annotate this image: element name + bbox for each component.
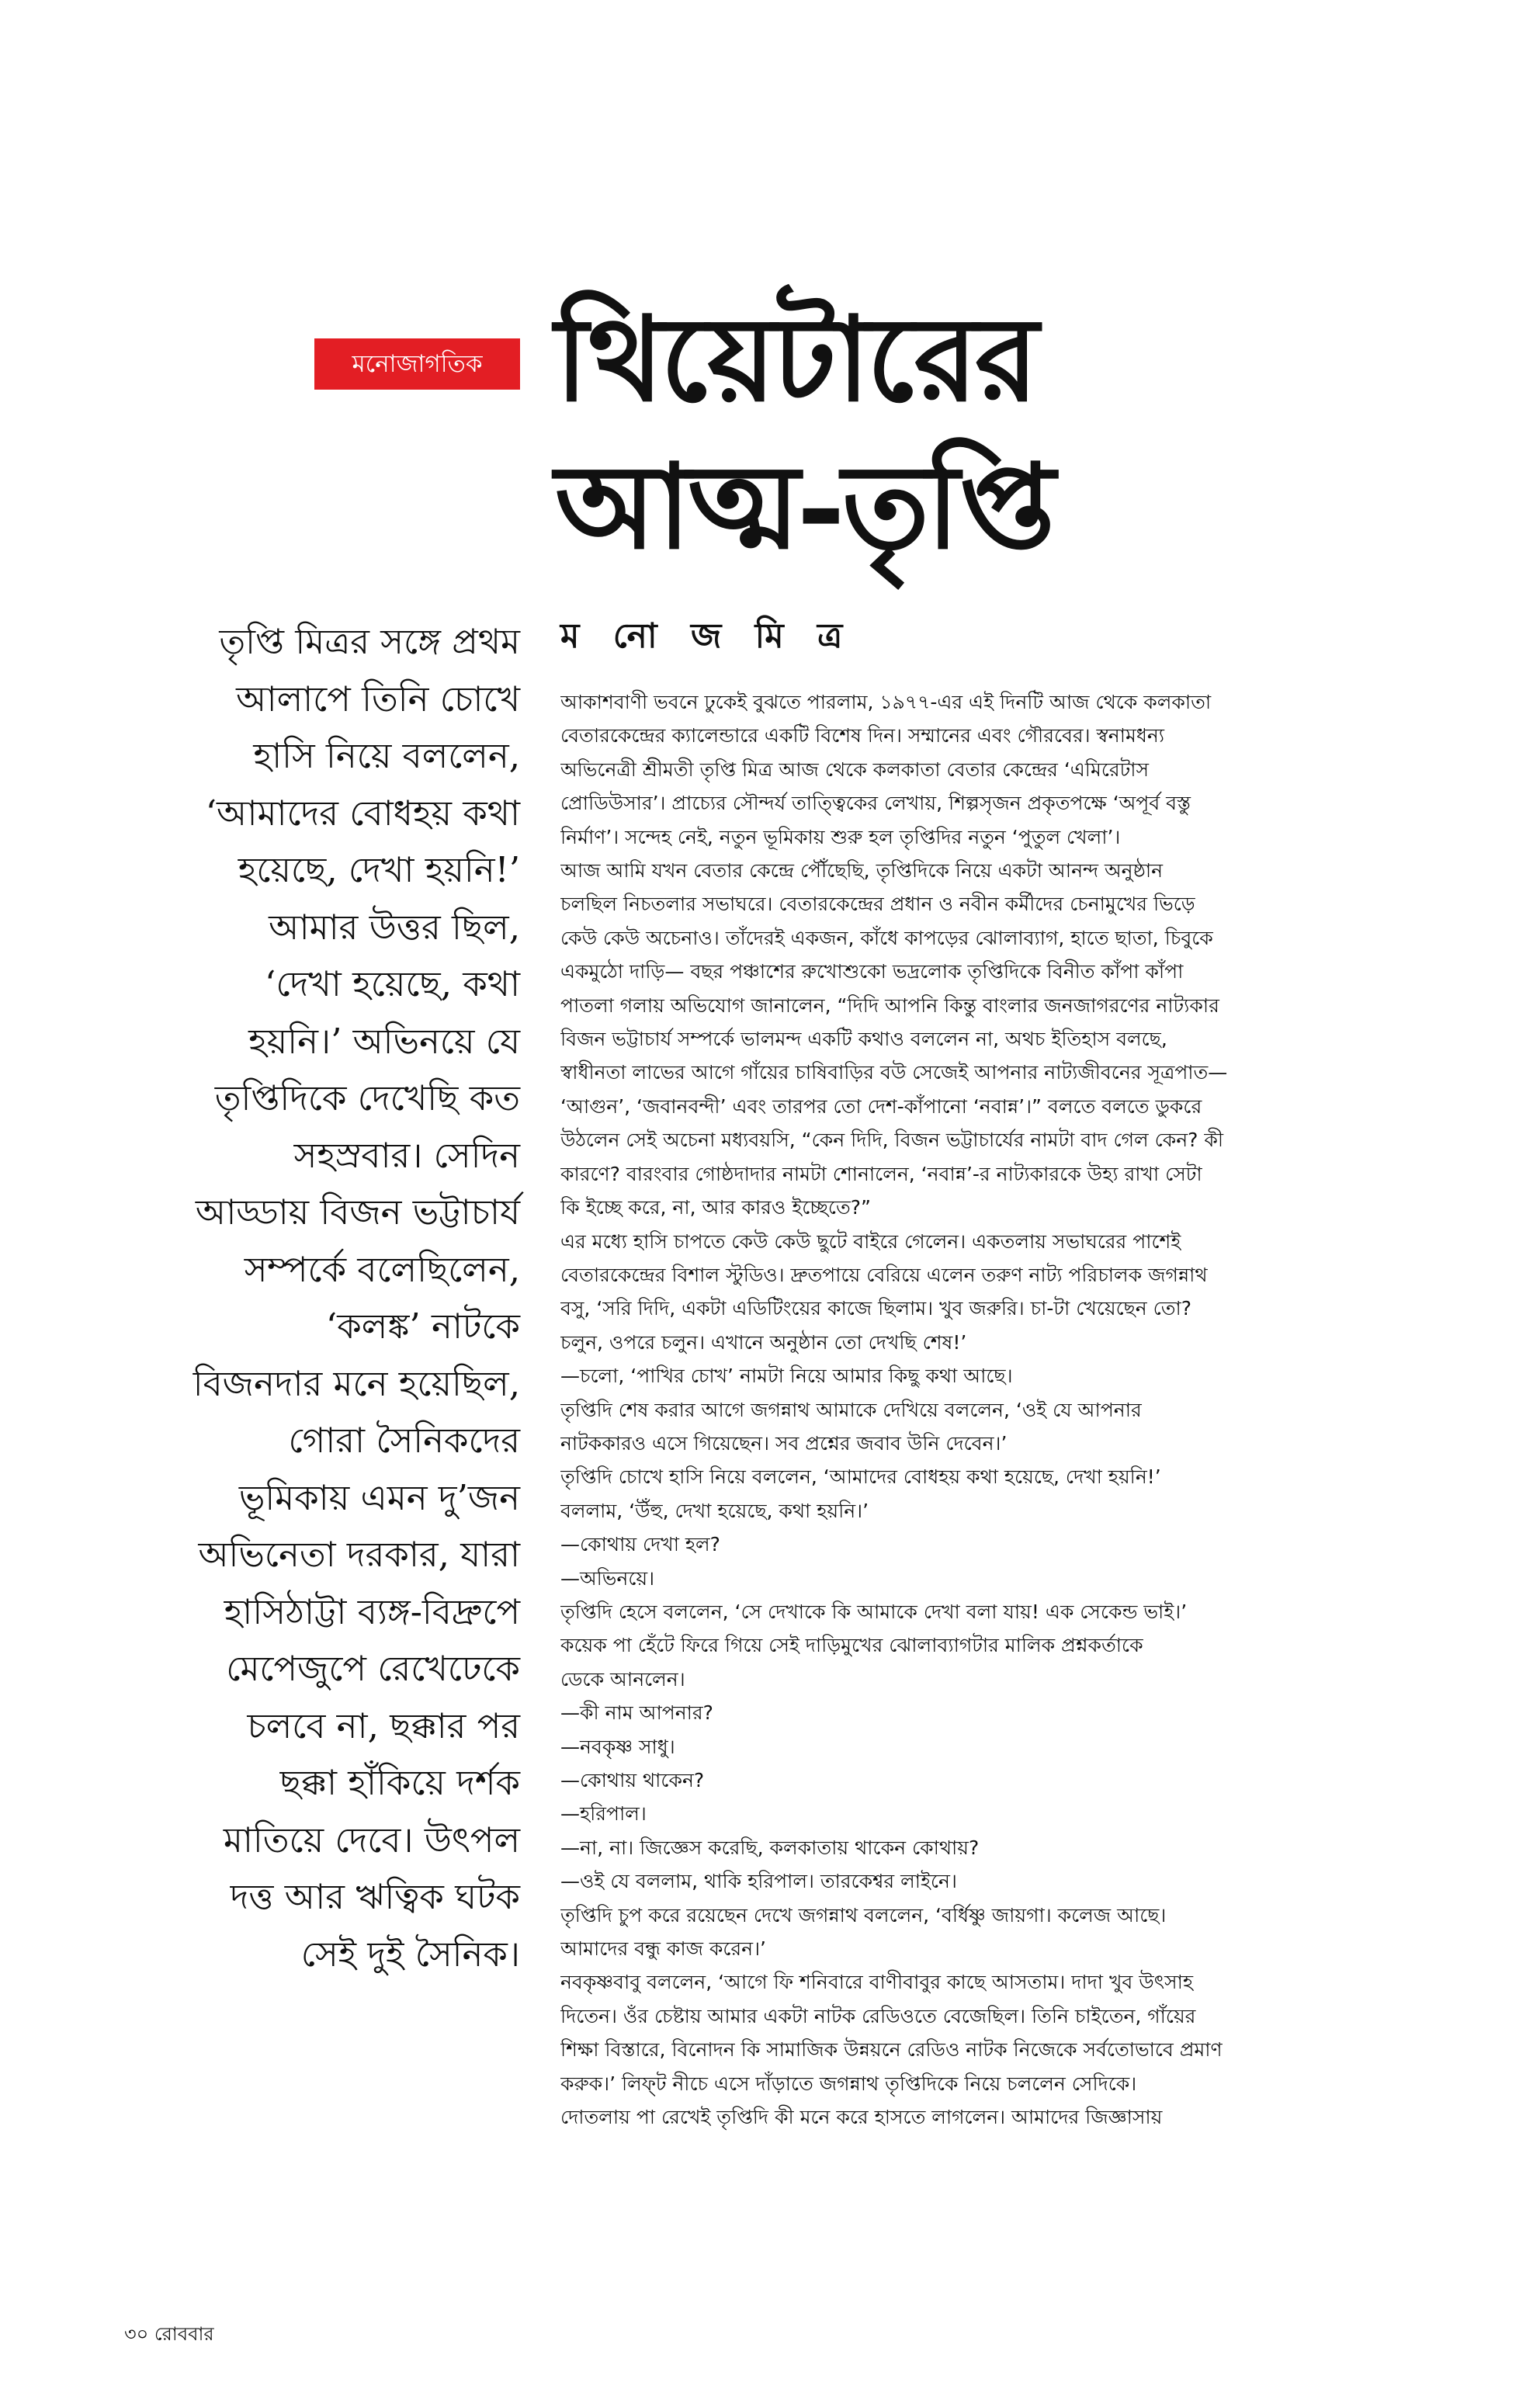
section-tag: মনোজাগতিক [314,338,520,390]
body-line: আকাশবাণী ভবনে ঢুকেই বুঝতে পারলাম, ১৯৭৭-এর এই দিনটি আজ থেকে কলকাতা [560,691,1212,713]
pull-quote-line: অভিনেতা দরকার, যারা [198,1534,520,1575]
body-line: নাটককারও এসে গিয়েছেন। সব প্রশ্নের জবাব উনি দেবেন।’ [560,1431,1008,1455]
body-line: চলুন, ওপরে চলুন। এখানে অনুষ্ঠান তো দেখছি শেষ!’ [560,1330,967,1354]
pull-quote-line: ‘আমাদের বোধহয় কথা [205,792,520,834]
pull-quote-line: আমার উত্তর ছিল, [269,906,520,948]
pull-quote-line: গোরা সৈনিকদের [288,1420,520,1461]
body-line: বিজন ভট্টাচার্য সম্পর্কে ভালমন্দ একটি কথাও বললেন না, অথচ ইতিহাস বলছে, [560,1028,1167,1051]
pull-quote-line: সেই দুই সৈনিক। [300,1933,520,1975]
body-line: —অভিনয়ে। [560,1566,655,1590]
body-line: আজ আমি যখন বেতার কেন্দ্রে পৌঁছেছি, তৃপ্তিদিকে নিয়ে একটা আনন্দ অনুষ্ঠান [560,859,1164,883]
body-line: দিতেন। ওঁর চেষ্টায় আমার একটা নাটক রেডিওতে বেজেছিল। তিনি চাইতেন, গাঁয়ের [560,2004,1196,2027]
body-line: —কী নাম আপনার? [560,1701,713,1725]
body-line: —কোথায় দেখা হল? [560,1533,720,1556]
pull-quote-line: হাসি নিয়ে বললেন, [253,735,520,776]
body-line: একমুঠো দাড়ি— বছর পঞ্চাশের রুখোশুকো ভদ্রলোক তৃপ্তিদিকে বিনীত কাঁপা কাঁপা [560,960,1184,983]
body-line: এর মধ্যে হাসি চাপতে কেউ কেউ ছুটে বাইরে গেলেন। একতলায় সভাঘরের পাশেই [560,1229,1181,1253]
body-line: তৃপ্তিদি শেষ করার আগে জগন্নাথ আমাকে দেখিয়ে বললেন, ‘ওই যে আপনার [560,1398,1142,1421]
body-line: করুক।’ লিফ্‌ট নীচে এসে দাঁড়াতে জগন্নাথ তৃপ্তিদিকে নিয়ে চললেন সেদিকে। [560,2072,1137,2095]
body-line: অভিনেত্রী শ্রীমতী তৃপ্তি মিত্র আজ থেকে কলকাতা বেতার কেন্দ্রের ‘এমিরেটাস [560,758,1150,781]
pull-quote-line: দত্ত আর ঋত্বিক ঘটক [230,1876,520,1917]
body-line: কয়েক পা হেঁটে ফিরে গিয়ে সেই দাড়িমুখের ঝোলাব্যাগটার মালিক প্রশ্নকর্তাকে [560,1634,1143,1657]
body-line: কি ইচ্ছে করে, না, আর কারও ইচ্ছেতে?” [560,1196,871,1219]
pull-quote-line: হয়েছে, দেখা হয়নি!’ [238,849,520,890]
body-line: চলছিল নিচতলার সভাঘরে। বেতারকেন্দ্রের প্রধান ও নবীন কর্মীদের চেনামুখের ভিড়ে [560,893,1195,916]
pull-quote [124,613,520,1982]
body-line: —না, না। জিজ্ঞেস করেছি, কলকাতায় থাকেন কোথায়? [560,1836,980,1859]
body-line: কেউ কেউ অচেনাও। তাঁদেরই একজন, কাঁধে কাপড়ের ঝোলাব্যাগ, হাতে ছাতা, চিবুকে [560,926,1213,949]
body-line: বসু, ‘সরি দিদি, একটা এডিটিংয়ের কাজে ছিলাম। খুব জরুরি। চা-টা খেয়েছেন তো? [560,1297,1192,1320]
headline-line-2: আত্ম-তৃপ্তি [555,439,1053,575]
pull-quote-line: ছক্কা হাঁকিয়ে দর্শক [279,1762,520,1803]
body-line: —ওই যে বললাম, থাকি হরিপাল। তারকেশ্বর লাইনে। [560,1870,957,1893]
pull-quote-line: চলবে না, ছক্কার পর [247,1705,520,1746]
body-line: কারণে? বারংবার গোষ্ঠদাদার নামটা শোনালেন, ‘নবান্ন’-র নাট্যকারকে উহ্য রাখা সেটা [560,1162,1202,1185]
body-line: নবকৃষ্ণবাবু বললেন, ‘আগে ফি শনিবারে বাণীবাবুর কাছে আসতাম। দাদা খুব উৎসাহ [560,1971,1193,1994]
body-line: শিক্ষা বিস্তারে, বিনোদন কি সামাজিক উন্নয়নে রেডিও নাটক নিজেকে সর্বতোভাবে প্রমাণ [560,2038,1223,2062]
article-body [560,685,1418,2134]
body-line: —হরিপাল। [560,1802,647,1826]
body-line: তৃপ্তিদি চোখে হাসি নিয়ে বললেন, ‘আমাদের বোধহয় কথা হয়েছে, দেখা হয়নি!’ [560,1465,1161,1489]
body-line: পাতলা গলায় অভিযোগ জানালেন, “দিদি আপনি কিন্তু বাংলার জনজাগরণের নাট্যকার [560,994,1219,1017]
pull-quote-line: সহস্রবার। সেদিন [293,1134,520,1176]
body-line: আমাদের বন্ধু কাজ করেন।’ [560,1937,766,1961]
pull-quote-line: তৃপ্তিদিকে দেখেছি কত [214,1077,520,1118]
pull-quote-line: বিজনদার মনে হয়েছিল, [192,1362,520,1404]
pull-quote-line: তৃপ্তি মিত্রর সঙ্গে প্রথম [219,621,520,662]
body-line: স্বাধীনতা লাভের আগে গাঁয়ের চাষিবাড়ির বউ সেজেই আপনার নাট্যজীবনের সূত্রপাত— [560,1061,1228,1084]
pull-quote-line: ভূমিকায় এমন দু’জন [238,1476,520,1518]
pull-quote-line: মাতিয়ে দেবে। উৎপল [223,1819,520,1861]
body-line: —কোথায় থাকেন? [560,1769,705,1791]
author-byline: ম নো জ মি ত্র [560,616,854,656]
body-line: ‘আগুন’, ‘জবানবন্দী’ এবং তারপর তো দেশ-কাঁপানো ‘নবান্ন’।” বলতে বলতে ডুকরে [560,1094,1202,1118]
pull-quote-line: ‘কলঙ্ক’ নাটকে [325,1306,520,1347]
body-line: —চলো, ‘পাখির চোখ’ নামটা নিয়ে আমার কিছু কথা আছে। [560,1365,1013,1388]
pull-quote-line: হয়নি।’ অভিনয়ে যে [248,1020,520,1062]
body-line: বেতারকেন্দ্রের বিশাল স্টুডিও। দ্রুতপায়ে বেরিয়ে এলেন তরুণ নাট্য পরিচালক জগন্নাথ [560,1263,1208,1286]
body-line: বললাম, ‘উঁহু, দেখা হয়েছে, কথা হয়নি।’ [560,1499,869,1522]
body-line: উঠলেন সেই অচেনা মধ্যবয়সি, “কেন দিদি, বিজন ভট্টাচার্যের নামটা বাদ গেল কেন? কী [560,1129,1224,1152]
body-line: তৃপ্তিদি হেসে বললেন, ‘সে দেখাকে কি আমাকে দেখা বলা যায়! এক সেকেন্ড ভাই।’ [560,1600,1188,1623]
headline-line-1: থিয়েটারের [555,291,1036,428]
body-line: দোতলায় পা রেখেই তৃপ্তিদি কী মনে করে হাসতে লাগলেন। আমাদের জিজ্ঞাসায় [560,2106,1163,2129]
pull-quote-line: মেপেজুপে রেখেঢেকে [226,1648,520,1689]
pull-quote-line: আড্ডায় বিজন ভট্টাচার্য [195,1191,520,1233]
pull-quote-line: আলাপে তিনি চোখে [236,678,520,720]
body-line: নির্মাণ’। সন্দেহ নেই, নতুন ভূমিকায় শুরু হল তৃপ্তিদির নতুন ‘পুতুল খেলা’। [560,825,1121,848]
body-line: ডেকে আনলেন। [560,1667,685,1691]
body-line: বেতারকেন্দ্রের ক্যালেন্ডারে একটি বিশেষ দিন। সম্মানের এবং গৌরবের। স্বনামধন্য [560,724,1165,747]
headline [555,286,1331,581]
pull-quote-line: সম্পর্কে বলেছিলেন, [244,1248,520,1290]
body-line: তৃপ্তিদি চুপ করে রয়েছেন দেখে জগন্নাথ বললেন, ‘বর্ধিষ্ণু জায়গা। কলেজ আছে। [560,1903,1167,1927]
page-folio: ৩০ রোববার [124,2323,214,2345]
body-line: —নবকৃষ্ণ সাধু। [560,1735,675,1758]
pull-quote-line: ‘দেখা হয়েছে, কথা [265,963,520,1004]
pull-quote-line: হাসিঠাট্টা ব্যঙ্গ-বিদ্রুপে [224,1590,520,1632]
body-line: প্রোডিউসার’। প্রাচ্যের সৌন্দর্য তাত্ত্বিকের লেখায়, শিল্পসৃজন প্রকৃতপক্ষে ‘অপূর্ব বস্তু [560,792,1191,815]
